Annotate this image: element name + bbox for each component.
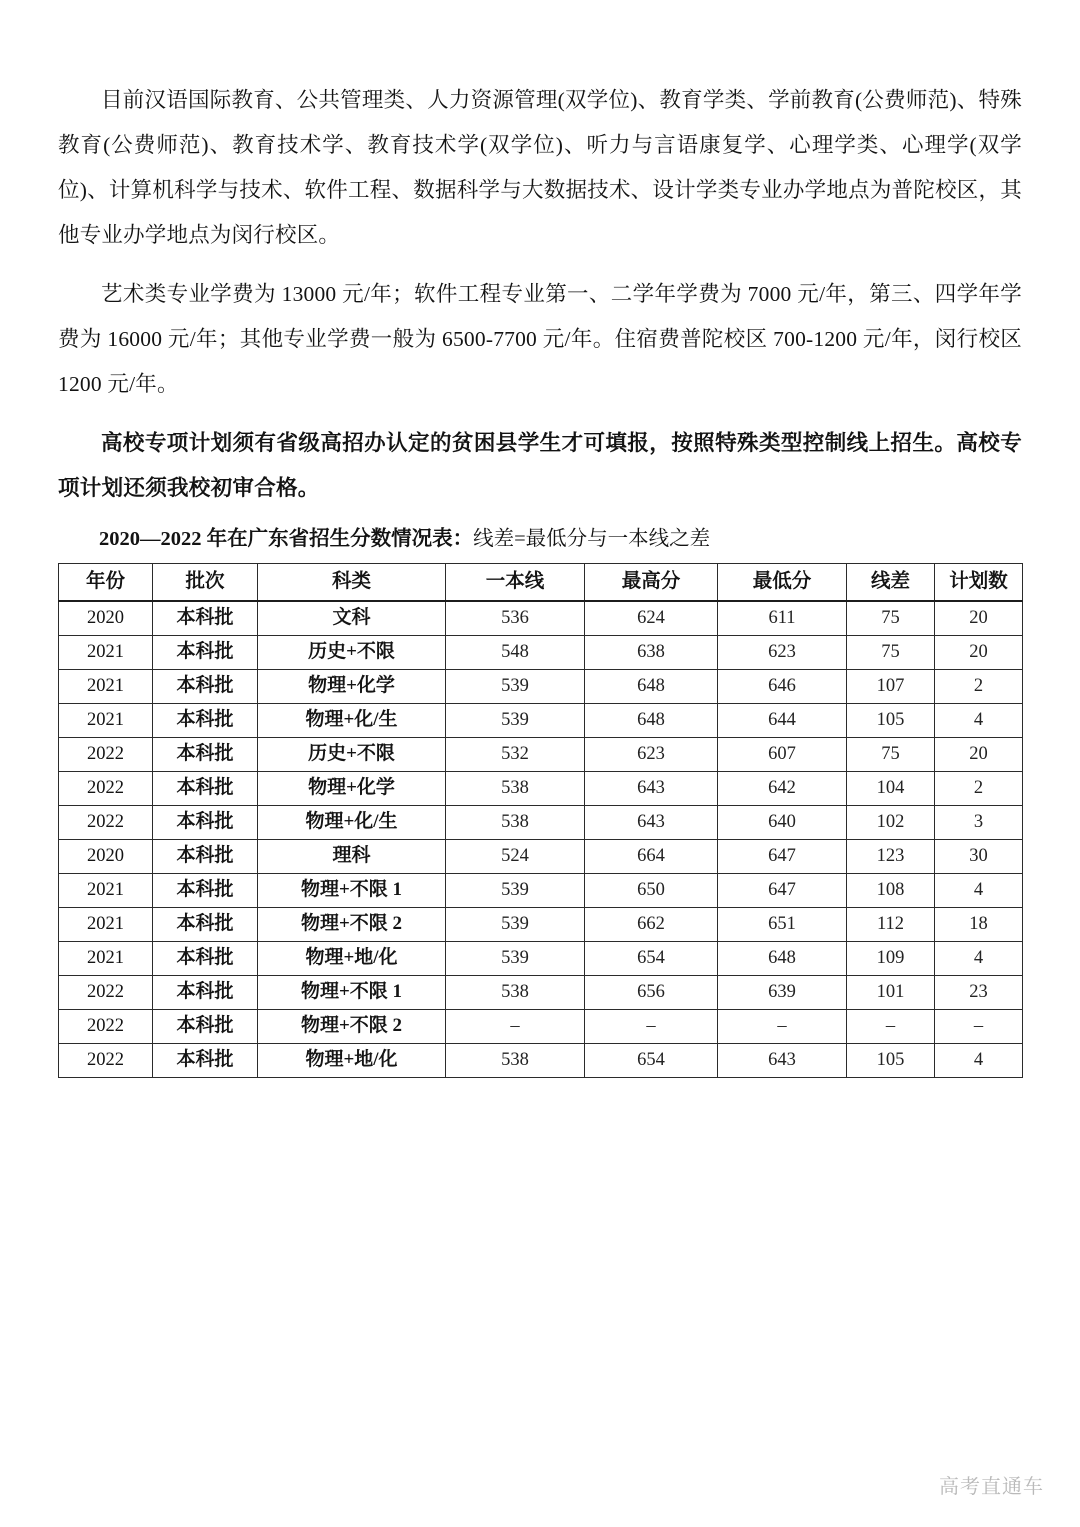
cell-quota: 20 <box>935 636 1023 670</box>
cell-subject: 历史+不限 <box>258 636 446 670</box>
cell-lowest: 648 <box>718 942 847 976</box>
cell-quota: 4 <box>935 704 1023 738</box>
cell-quota: 20 <box>935 738 1023 772</box>
cell-highest: 664 <box>585 840 718 874</box>
cell-linediff: 107 <box>847 670 935 704</box>
table-header-year: 年份 <box>59 564 153 602</box>
paragraph-spacer <box>58 511 1022 522</box>
table-caption <box>58 522 1022 556</box>
cell-linediff: 102 <box>847 806 935 840</box>
cell-batch: 本科批 <box>153 704 258 738</box>
cell-batch: 本科批 <box>153 976 258 1010</box>
cell-year: 2021 <box>59 874 153 908</box>
table-row <box>59 806 1023 840</box>
table-header-firstline: 一本线 <box>446 564 585 602</box>
cell-firstline: 539 <box>446 704 585 738</box>
cell-linediff: 105 <box>847 704 935 738</box>
cell-lowest: 623 <box>718 636 847 670</box>
cell-firstline: 539 <box>446 670 585 704</box>
table-row <box>59 1010 1023 1044</box>
cell-linediff: – <box>847 1010 935 1044</box>
cell-firstline: 532 <box>446 738 585 772</box>
cell-subject: 物理+不限 1 <box>258 976 446 1010</box>
cell-quota: 2 <box>935 772 1023 806</box>
table-header <box>59 564 1023 602</box>
cell-highest: 643 <box>585 806 718 840</box>
cell-lowest: 647 <box>718 874 847 908</box>
cell-subject: 物理+化/生 <box>258 806 446 840</box>
cell-highest: 654 <box>585 1044 718 1078</box>
table-row <box>59 636 1023 670</box>
cell-linediff: 101 <box>847 976 935 1010</box>
cell-batch: 本科批 <box>153 840 258 874</box>
paragraph-spacer <box>58 258 1022 272</box>
cell-year: 2022 <box>59 738 153 772</box>
paragraph-spacer <box>58 407 1022 421</box>
cell-year: 2021 <box>59 704 153 738</box>
cell-year: 2022 <box>59 772 153 806</box>
cell-subject: 历史+不限 <box>258 738 446 772</box>
cell-lowest: 644 <box>718 704 847 738</box>
cell-subject: 物理+地/化 <box>258 942 446 976</box>
cell-highest: 648 <box>585 670 718 704</box>
watermark: 高考直通车 <box>939 1476 1044 1498</box>
cell-subject: 物理+化学 <box>258 670 446 704</box>
table-row <box>59 772 1023 806</box>
admission-score-table-wrapper <box>58 563 1022 1078</box>
cell-highest: 643 <box>585 772 718 806</box>
table-header-highest: 最高分 <box>585 564 718 602</box>
cell-quota: 30 <box>935 840 1023 874</box>
cell-linediff: 75 <box>847 636 935 670</box>
paragraph-campus-location: 目前汉语国际教育、公共管理类、人力资源管理(双学位)、教育学类、学前教育(公费师范)、特殊教育(公费师范)、教育技术学、教育技术学(双学位)、听力与言语康复学、心理学类、心理学(双学位)、计算机科学与技术、软件工程、数据科学与大数据技术、设计学类专业办学地点为普陀校区，其他专业办学地点为闵行校区。 <box>58 88 1022 247</box>
cell-quota: 18 <box>935 908 1023 942</box>
cell-batch: 本科批 <box>153 806 258 840</box>
table-header-row <box>59 564 1023 602</box>
cell-highest: 638 <box>585 636 718 670</box>
cell-year: 2022 <box>59 806 153 840</box>
cell-year: 2021 <box>59 636 153 670</box>
cell-firstline: 538 <box>446 806 585 840</box>
cell-quota: 4 <box>935 942 1023 976</box>
cell-firstline: 539 <box>446 942 585 976</box>
cell-firstline: 524 <box>446 840 585 874</box>
table-header-lowest: 最低分 <box>718 564 847 602</box>
cell-linediff: 104 <box>847 772 935 806</box>
document-content <box>58 78 1022 1078</box>
cell-linediff: 123 <box>847 840 935 874</box>
cell-quota: 20 <box>935 601 1023 636</box>
table-header-subject: 科类 <box>258 564 446 602</box>
cell-firstline: – <box>446 1010 585 1044</box>
table-header-batch: 批次 <box>153 564 258 602</box>
cell-lowest: 651 <box>718 908 847 942</box>
cell-firstline: 536 <box>446 601 585 636</box>
table-row <box>59 1044 1023 1078</box>
cell-batch: 本科批 <box>153 908 258 942</box>
cell-firstline: 539 <box>446 874 585 908</box>
cell-batch: 本科批 <box>153 670 258 704</box>
cell-quota: 23 <box>935 976 1023 1010</box>
table-row <box>59 704 1023 738</box>
cell-batch: 本科批 <box>153 636 258 670</box>
cell-lowest: 642 <box>718 772 847 806</box>
table-body <box>59 601 1023 1078</box>
cell-highest: 624 <box>585 601 718 636</box>
cell-batch: 本科批 <box>153 738 258 772</box>
paragraph-tuition-fees: 艺术类专业学费为 13000 元/年；软件工程专业第一、二学年学费为 7000 元/年，第三、四学年学费为 16000 元/年；其他专业学费一般为 6500-7700 元/年。住宿费普陀校区 700-1200 元/年，闵行校区 1200 元/年。 <box>58 282 1022 396</box>
cell-year: 2020 <box>59 840 153 874</box>
cell-highest: 648 <box>585 704 718 738</box>
cell-year: 2021 <box>59 908 153 942</box>
cell-lowest: – <box>718 1010 847 1044</box>
cell-subject: 物理+地/化 <box>258 1044 446 1078</box>
cell-highest: 623 <box>585 738 718 772</box>
cell-year: 2022 <box>59 1044 153 1078</box>
cell-batch: 本科批 <box>153 1044 258 1078</box>
cell-subject: 物理+化学 <box>258 772 446 806</box>
cell-year: 2020 <box>59 601 153 636</box>
table-row <box>59 670 1023 704</box>
cell-subject: 理科 <box>258 840 446 874</box>
cell-subject: 物理+不限 2 <box>258 1010 446 1044</box>
cell-quota: – <box>935 1010 1023 1044</box>
table-header-quota: 计划数 <box>935 564 1023 602</box>
cell-linediff: 75 <box>847 601 935 636</box>
table-row <box>59 874 1023 908</box>
cell-lowest: 647 <box>718 840 847 874</box>
cell-batch: 本科批 <box>153 874 258 908</box>
cell-batch: 本科批 <box>153 772 258 806</box>
cell-lowest: 640 <box>718 806 847 840</box>
cell-lowest: 611 <box>718 601 847 636</box>
table-row <box>59 942 1023 976</box>
cell-linediff: 112 <box>847 908 935 942</box>
cell-quota: 3 <box>935 806 1023 840</box>
cell-firstline: 538 <box>446 1044 585 1078</box>
cell-quota: 2 <box>935 670 1023 704</box>
cell-subject: 物理+不限 1 <box>258 874 446 908</box>
table-caption-main: 2020—2022 年在广东省招生分数情况表： <box>99 528 474 550</box>
cell-subject: 物理+化/生 <box>258 704 446 738</box>
cell-batch: 本科批 <box>153 601 258 636</box>
table-row <box>59 976 1023 1010</box>
cell-linediff: 109 <box>847 942 935 976</box>
cell-firstline: 539 <box>446 908 585 942</box>
table-caption-sub: 线差=最低分与一本线之差 <box>473 528 711 550</box>
cell-year: 2021 <box>59 670 153 704</box>
cell-lowest: 646 <box>718 670 847 704</box>
cell-year: 2022 <box>59 1010 153 1044</box>
table-row <box>59 840 1023 874</box>
cell-lowest: 607 <box>718 738 847 772</box>
cell-lowest: 639 <box>718 976 847 1010</box>
table-header-linediff: 线差 <box>847 564 935 602</box>
cell-quota: 4 <box>935 1044 1023 1078</box>
cell-highest: 656 <box>585 976 718 1010</box>
cell-firstline: 538 <box>446 772 585 806</box>
cell-linediff: 75 <box>847 738 935 772</box>
cell-linediff: 108 <box>847 874 935 908</box>
cell-quota: 4 <box>935 874 1023 908</box>
cell-batch: 本科批 <box>153 1010 258 1044</box>
cell-highest: 654 <box>585 942 718 976</box>
table-row <box>59 738 1023 772</box>
table-row <box>59 908 1023 942</box>
cell-year: 2022 <box>59 976 153 1010</box>
table-row <box>59 601 1023 636</box>
cell-batch: 本科批 <box>153 942 258 976</box>
paragraph-special-plan-notice: 高校专项计划须有省级高招办认定的贫困县学生才可填报，按照特殊类型控制线上招生。高校专项计划还须我校初审合格。 <box>58 431 1022 500</box>
cell-year: 2021 <box>59 942 153 976</box>
cell-firstline: 548 <box>446 636 585 670</box>
cell-highest: – <box>585 1010 718 1044</box>
cell-highest: 650 <box>585 874 718 908</box>
cell-subject: 物理+不限 2 <box>258 908 446 942</box>
admission-score-table <box>58 563 1023 1078</box>
cell-highest: 662 <box>585 908 718 942</box>
cell-subject: 文科 <box>258 601 446 636</box>
cell-linediff: 105 <box>847 1044 935 1078</box>
cell-firstline: 538 <box>446 976 585 1010</box>
cell-lowest: 643 <box>718 1044 847 1078</box>
